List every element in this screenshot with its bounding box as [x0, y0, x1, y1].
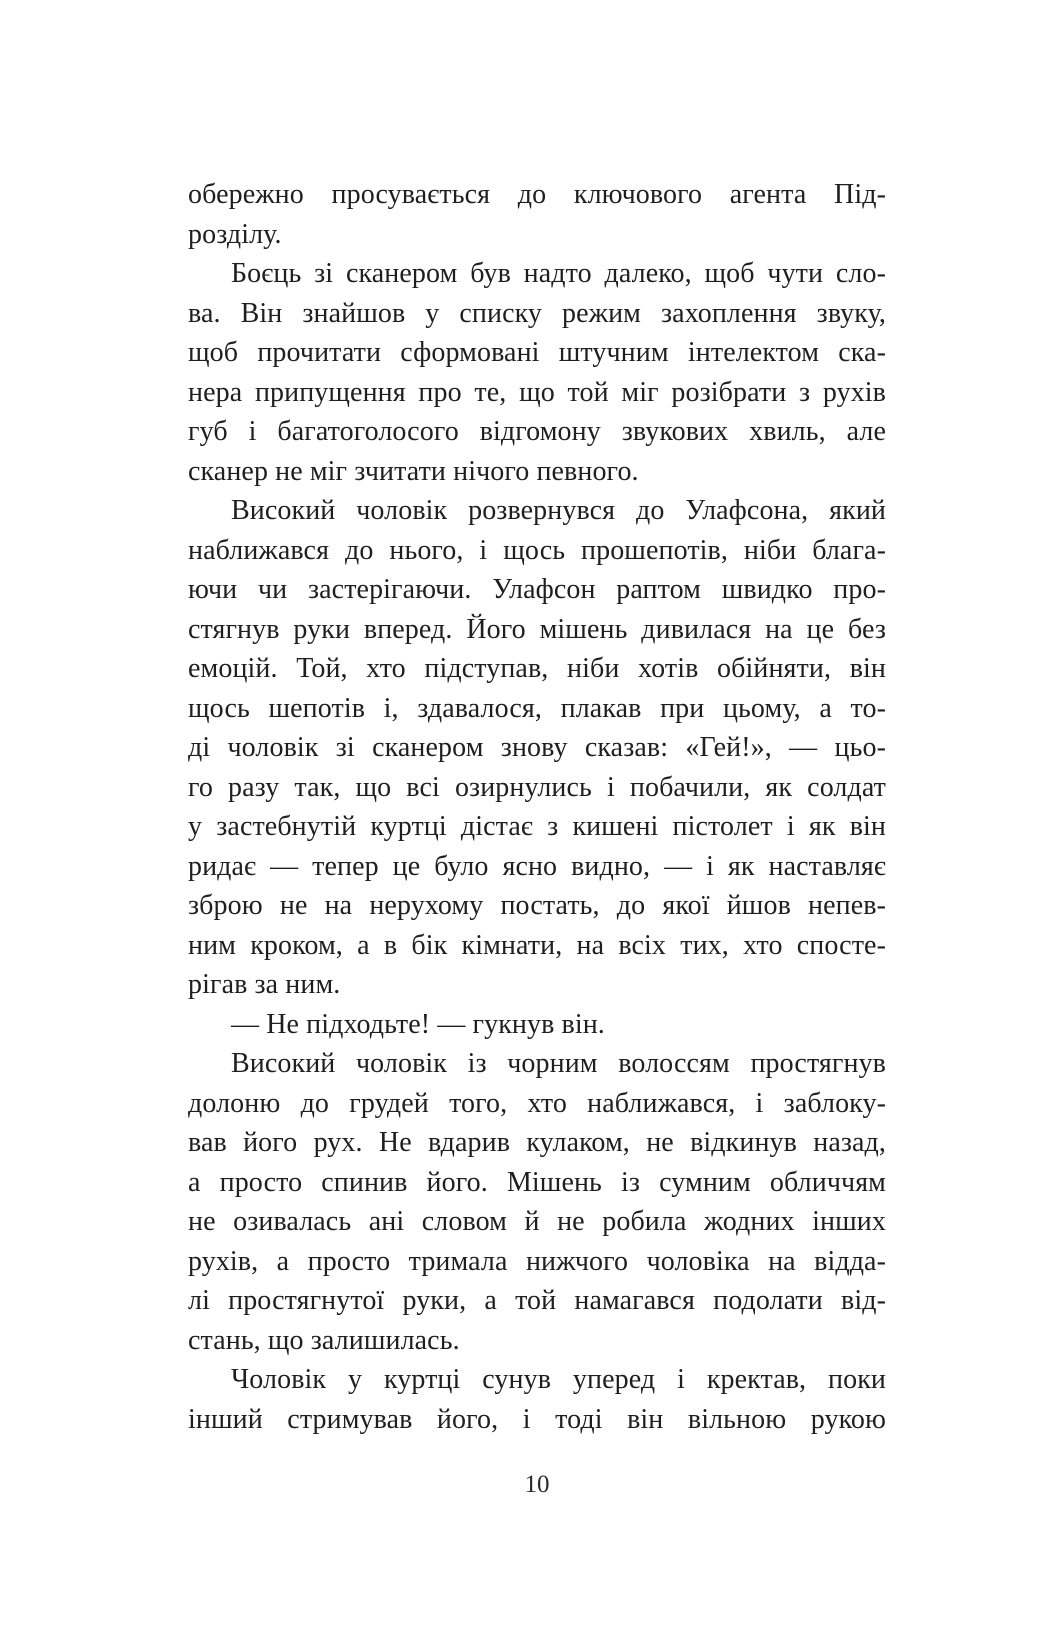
text-line: ним кроком, а в бік кімнати, на всіх тих, хто спосте- — [188, 929, 886, 961]
text-line: вав його рух. Не вдарив кулаком, не відкинув назад, — [188, 1127, 886, 1158]
text-line: губ і багатоголосого відгомону звукових хвиль, але — [188, 416, 886, 447]
page-number: 10 — [524, 1471, 550, 1498]
text-line: Високий чоловік розвернувся до Улафсона, який — [231, 495, 886, 526]
text-block — [188, 175, 886, 1439]
paragraph — [188, 175, 886, 254]
paragraph — [188, 254, 886, 491]
text-line: у застебнутій куртці дістає з кишені пістолет і як він — [188, 811, 886, 842]
text-line: стань, що залишилась. — [188, 1324, 460, 1356]
text-line: не озивалась ані словом й не робила жодних інших — [188, 1206, 886, 1237]
text-line: нера припущення про те, що той міг розібрати з рухів — [188, 376, 886, 408]
text-line: — Не підходьте! — гукнув він. — [231, 1008, 605, 1040]
text-line: а просто спинив його. Мішень із сумним обличчям — [188, 1166, 886, 1198]
text-line: Чоловік у куртці сунув уперед і кректав, поки — [231, 1364, 886, 1395]
text-line: ді чоловік зі сканером знову сказав: «Гей!», — цьо- — [188, 732, 886, 763]
paragraph — [188, 1360, 886, 1439]
paragraph — [188, 1044, 886, 1360]
text-line: Високий чоловік із чорним волоссям простягнув — [231, 1048, 886, 1079]
text-line: емоцій. Той, хто підступав, ніби хотів обійняти, він — [188, 653, 886, 684]
text-line: рігав за ним. — [188, 969, 341, 1000]
text-line: зброю не на нерухому постать, до якої йшов непев- — [188, 890, 886, 921]
text-line: сканер не міг зчитати нічого певного. — [188, 455, 639, 487]
text-line: розділу. — [188, 218, 282, 250]
text-line: рухів, а просто тримала нижчого чоловіка на відда- — [188, 1245, 886, 1277]
paragraph — [188, 491, 886, 1005]
text-line: долоню до грудей того, хто наближався, і заблоку- — [188, 1087, 886, 1119]
text-line: ва. Він знайшов у списку режим захоплення звуку, — [188, 297, 886, 329]
text-line: щось шепотів і, здавалося, плакав при цьому, а то- — [188, 692, 886, 724]
text-line: ючи чи застерігаючи. Улафсон раптом швидко про- — [188, 574, 886, 605]
paragraph — [188, 1005, 886, 1045]
text-line: ридає — тепер це було ясно видно, — і як наставляє — [188, 850, 886, 882]
text-line: наближався до нього, і щось прошепотів, ніби блага- — [188, 534, 886, 566]
text-line: лі простягнутої руки, а той намагався подолати від- — [188, 1285, 886, 1316]
text-line: Боєць зі сканером був надто далеко, щоб чути сло- — [231, 258, 886, 289]
text-line: стягнув руки вперед. Його мішень дивилася на це без — [188, 613, 886, 645]
text-line: щоб прочитати сформовані штучним інтелектом ска- — [188, 337, 886, 368]
text-line: інший стримував його, і тоді він вільною рукою — [188, 1403, 886, 1435]
text-line: го разу так, що всі озирнулись і побачили, як солдат — [188, 771, 886, 803]
text-line: обережно просувається до ключового агента Під- — [188, 179, 886, 210]
